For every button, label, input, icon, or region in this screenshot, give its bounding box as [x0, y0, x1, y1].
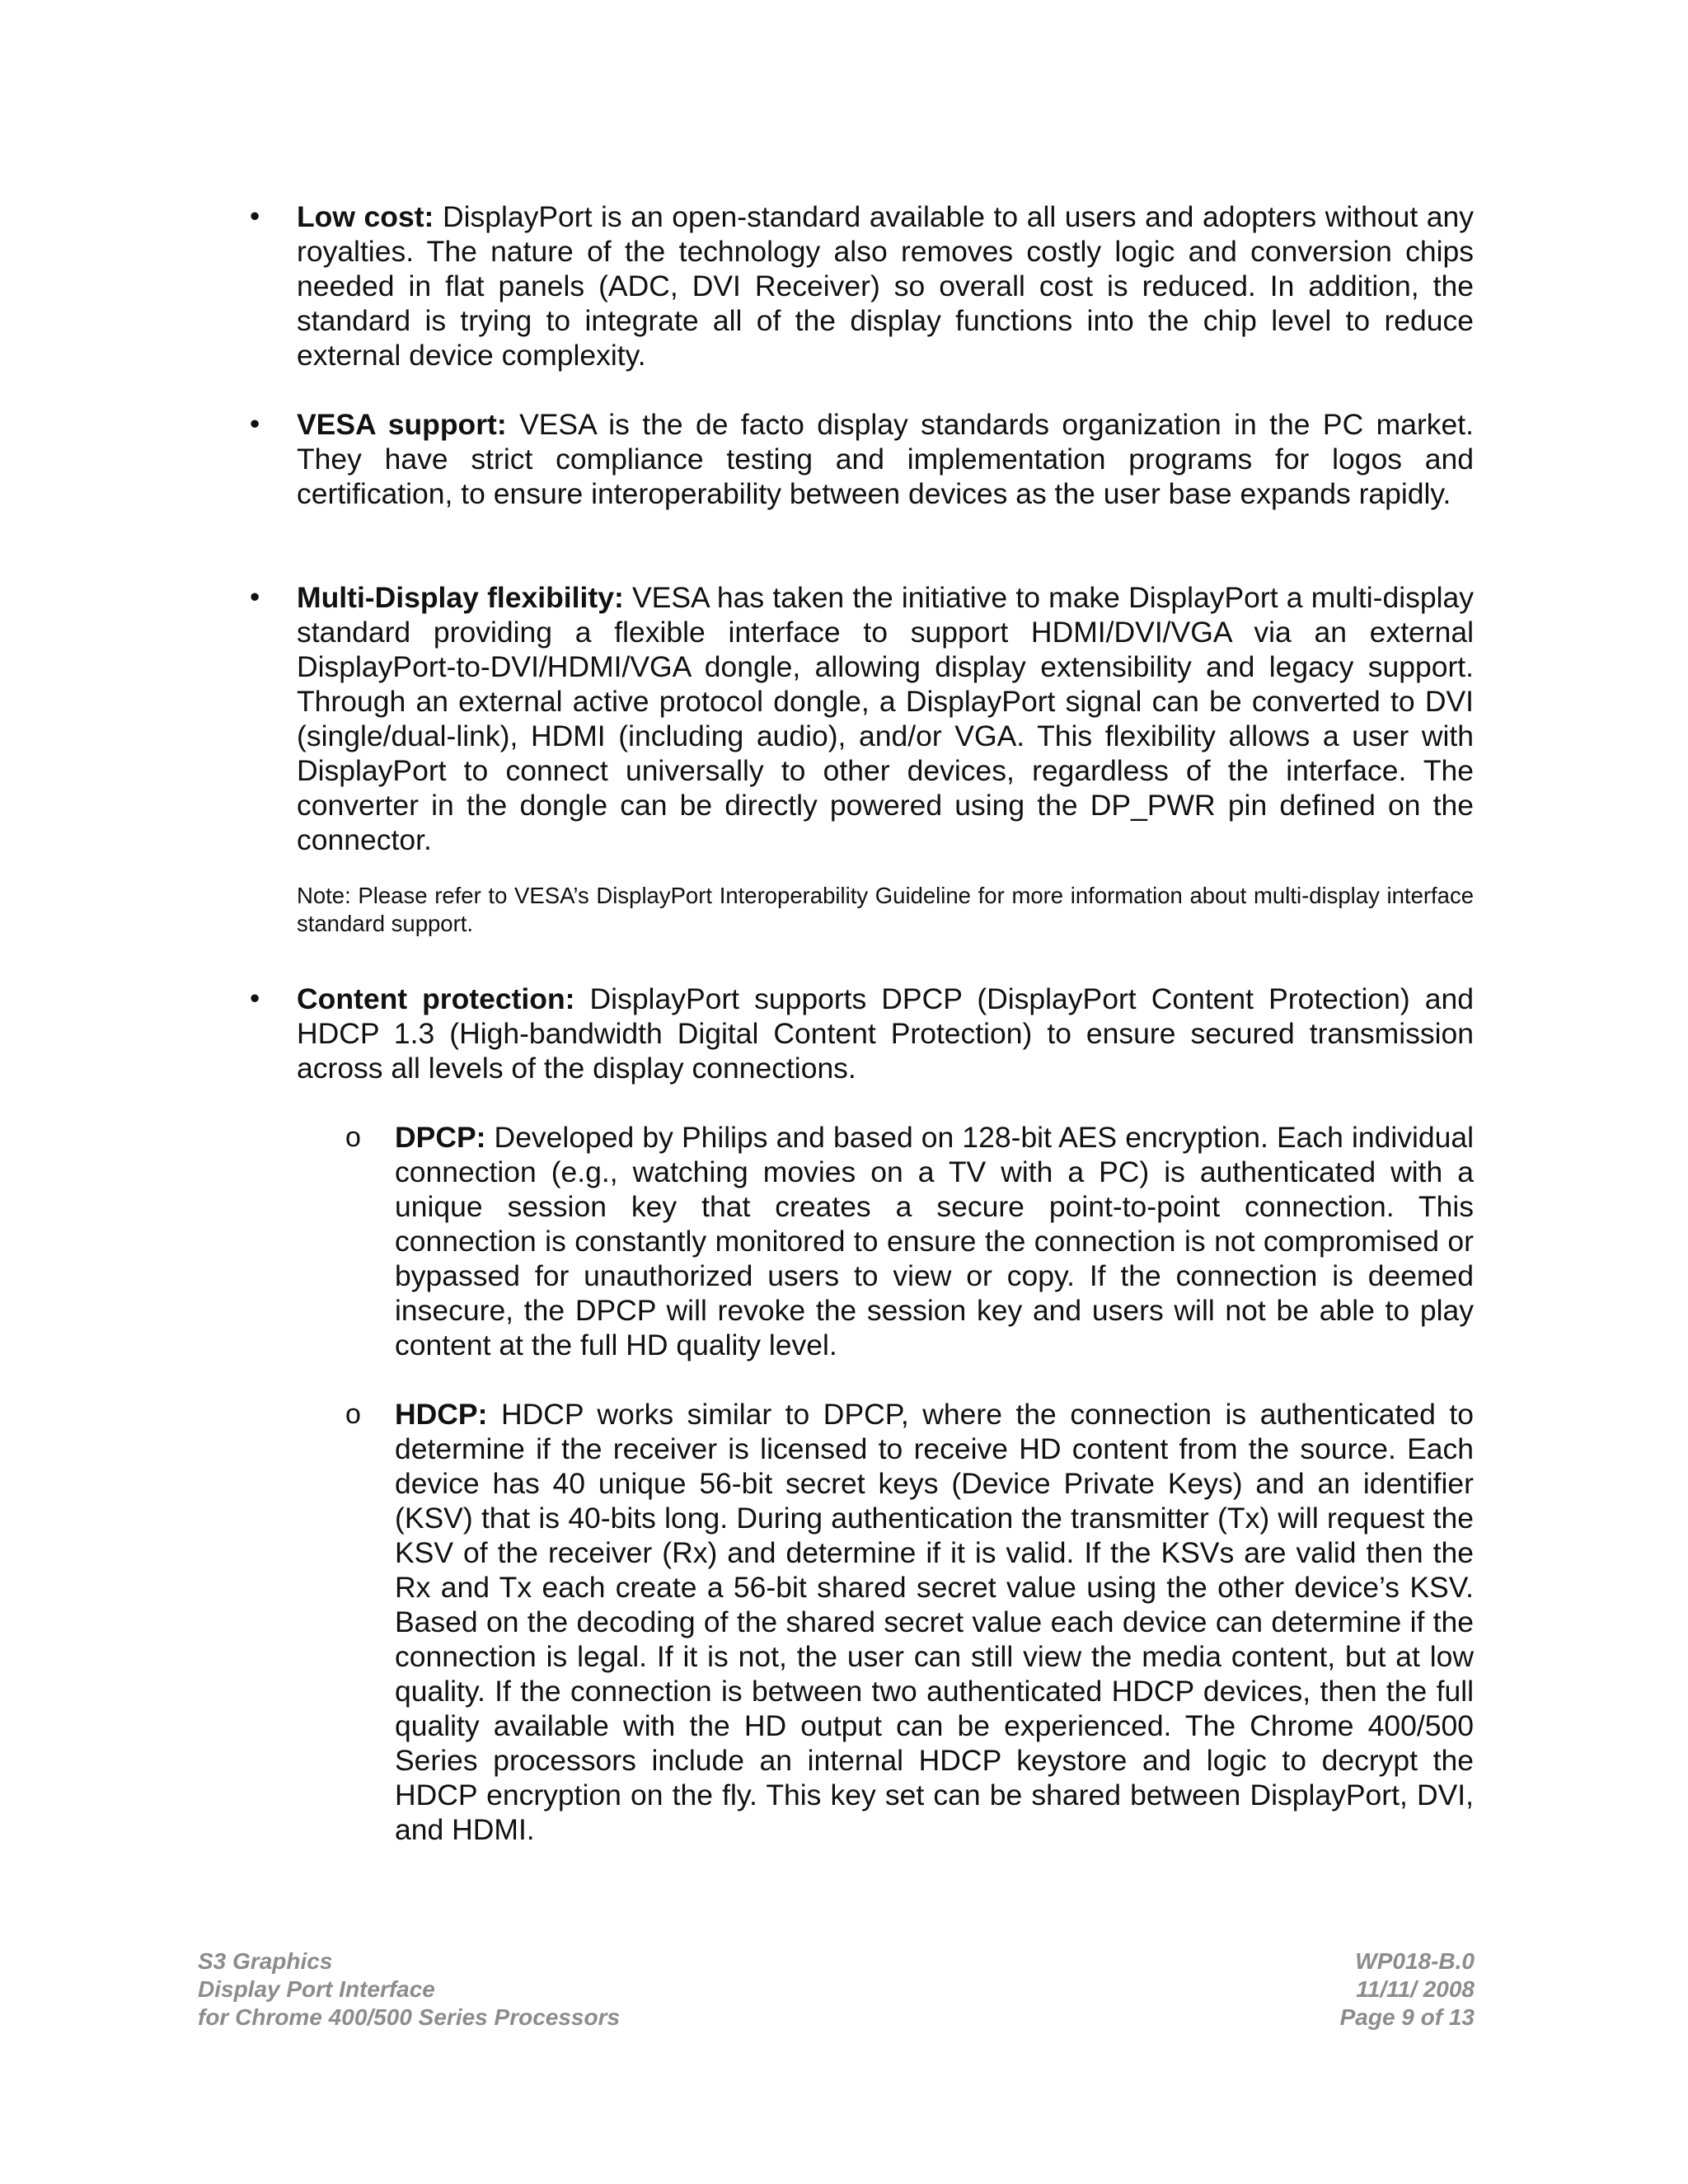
sub-bullet-marker: o — [345, 1122, 361, 1153]
sub-bullet-term: DPCP: — [395, 1121, 486, 1154]
bullet-term: Multi-Display flexibility: — [297, 581, 624, 614]
sub-bullet-hdcp — [345, 1397, 1474, 1847]
footer-date: 11/11/ 2008 — [1356, 1976, 1475, 2002]
bullet-vesa-support — [250, 407, 1474, 511]
bullet-text: DisplayPort is an open-standard available to all users and adopters without any royalties. The nature of the technology also removes costly logic and conversion chips needed in flat panels (ADC, DVI Receiver) so overall cost is reduced. In addition, the standard is trying to integrate all of the display functions into the chip level to reduce external device complexity. — [297, 200, 1474, 372]
footer-left — [198, 1947, 620, 2032]
bullet-marker: • — [250, 581, 260, 613]
sub-bullet-text: Developed by Philips and based on 128-bit AES encryption. Each individual connection (e.g., watching movies on a TV with a PC) is authenticated with a unique session key that creates a secure point-to-point connection. This connection is constantly monitored to ensure the connection is not compromised or bypassed for unauthorized users to view or copy. If the connection is deemed insecure, the DPCP will revoke the session key and users will not be able to play content at the full HD quality level. — [395, 1121, 1474, 1361]
bullet-marker: • — [250, 982, 260, 1015]
sub-bullet-marker: o — [345, 1399, 361, 1430]
footer-company: S3 Graphics — [198, 1948, 333, 1974]
bullet-text: DisplayPort supports DPCP (DisplayPort Content Protection) and HDCP 1.3 (High-bandwidth Digital Content Protection) to ensure secured transmission across all levels of the display connections. — [297, 982, 1475, 1085]
sub-bullet-dpcp — [345, 1120, 1474, 1362]
bullet-text: VESA is the de facto display standards organization in the PC market. They have strict compliance testing and implementation programs for logos and certification, to ensure interoperability between devices as the user base expands rapidly. — [297, 408, 1474, 510]
bullet-marker: • — [250, 200, 260, 232]
footer-doc-title: Display Port Interface — [198, 1976, 435, 2002]
bullet-text: VESA has taken the initiative to make DisplayPort a multi-display standard providing a flexible interface to support HDMI/DVI/VGA via an external DisplayPort-to-DVI/HDMI/VGA dongle, allowing display extensibility and legacy support. Through an external active protocol dongle, a DisplayPort signal can be converted to DVI (single/dual-link), HDMI (including audio), and/or VGA. This flexibility allows a user with DisplayPort to connect universally to other devices, regardless of the interface. The converter in the dongle can be directly powered using the DP_PWR pin defined on the connector. — [297, 581, 1475, 856]
bullet-marker: • — [250, 408, 260, 440]
bullet-content-protection — [250, 982, 1475, 1085]
multi-display-note: Note: Please refer to VESA’s DisplayPort Interoperability Guideline for more information about multi-display interface standard support. — [297, 883, 1474, 936]
footer-right — [1340, 1947, 1475, 2032]
bullet-low-cost — [250, 199, 1474, 373]
footer-doc-id: WP018-B.0 — [1355, 1948, 1475, 1974]
bullet-multi-display — [250, 580, 1475, 857]
bullet-term: Low cost: — [297, 200, 434, 233]
bullet-term: VESA support: — [297, 408, 507, 441]
sub-bullet-term: HDCP: — [395, 1398, 488, 1431]
footer-doc-subtitle: for Chrome 400/500 Series Processors — [198, 2004, 621, 2030]
bullet-term: Content protection: — [297, 982, 575, 1015]
footer-page-number: Page 9 of 13 — [1339, 2004, 1475, 2030]
sub-bullet-text: HDCP works similar to DPCP, where the connection is authenticated to determine if the receiver is licensed to receive HD content from the source. Each device has 40 unique 56-bit secret keys (Device Private Keys) and an identifier (KSV) that is 40-bits long. During authentication the transmitter (Tx) will request the KSV of the receiver (Rx) and determine if it is valid. If the KSVs are valid then the Rx and Tx each create a 56-bit shared secret value using the other device’s KSV. Based on the decoding of the shared secret value each device can determine if the connection is legal. If it is not, the user can still view the media content, but at low quality. If the connection is between two authenticated HDCP devices, then the full quality available with the HD output can be experienced. The Chrome 400/500 Series processors include an internal HDCP keystore and logic to decrypt the HDCP encryption on the fly. This key set can be shared between DisplayPort, DVI, and HDMI. — [395, 1398, 1474, 1846]
